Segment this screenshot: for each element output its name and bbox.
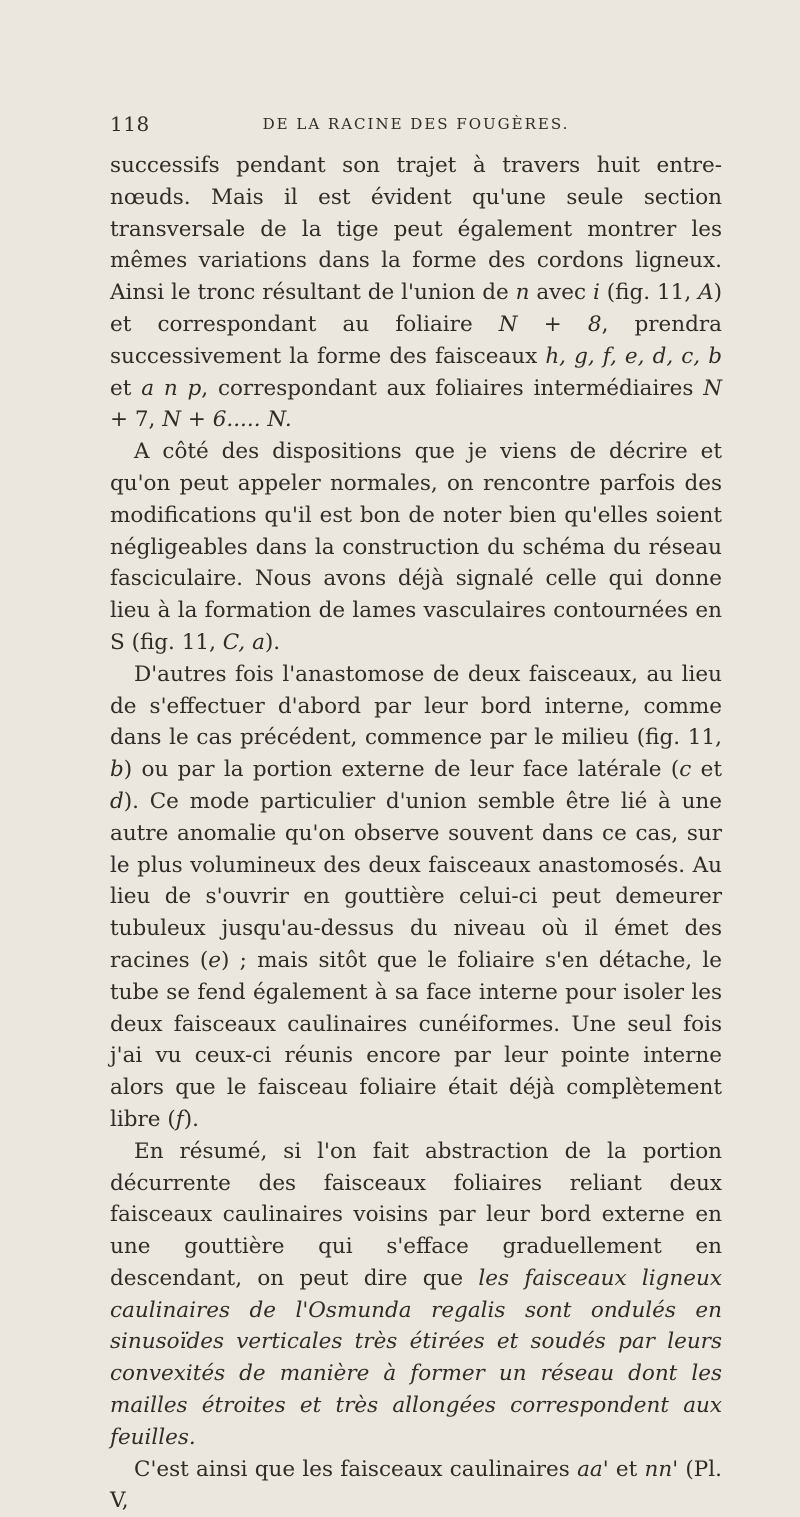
- page-number: 118: [110, 112, 150, 136]
- text-run: +: [517, 311, 588, 337]
- text-run: successifs pendant son trajet à travers huit entre-nœuds. Mais il est évident qu'une seule section transversale de la tige peut également montrer les mêmes variations dans la forme des cordons ligneux. Ainsi le tronc résultant de l'union de: [110, 153, 722, 306]
- body-text: [110, 150, 722, 1517]
- italic-text: c: [679, 757, 692, 783]
- italic-text: N: [703, 375, 722, 401]
- text-run: En résumé, si l'on fait abstraction de la portion décurrente des faisceaux foliaires reliant deux faisceaux caulinaires voisins par leur bord externe en une gouttière qui s'efface graduellement en descendant, on peut dire que: [110, 1138, 722, 1291]
- text-run: A côté des dispositions que je viens de décrire et qu'on peut appeler normales, on rencontre parfois des modifications qu'il est bon de noter bien qu'elles soient négligeables dans la construction du schéma du réseau fasciculaire. Nous avons déjà signalé celle qui donne lieu à la formation de lames vasculaires contournées en S (fig. 11,: [110, 439, 722, 655]
- text-run: +: [181, 407, 213, 433]
- text-run: ).: [264, 629, 281, 655]
- paragraph: [110, 436, 722, 659]
- italic-text: 8: [587, 311, 602, 337]
- text-run: avec: [529, 280, 593, 306]
- text-run: (fig. 11,: [599, 280, 699, 306]
- italic-text: nn': [644, 1456, 679, 1482]
- italic-text: n: [515, 280, 530, 306]
- italic-text: d: [110, 788, 124, 814]
- text-run: et: [110, 375, 142, 401]
- italic-text: i: [592, 280, 600, 306]
- text-run: ).: [183, 1106, 199, 1132]
- text-run: , correspondant aux foliaires intermédiaires: [201, 375, 704, 401]
- italic-text: les faisceaux ligneux caulinaires de l'Osmunda regalis sont ondulés en sinusoïdes verticales très étirées et soudés par leurs convexités de manière à former un réseau dont les mailles étroites et très allongées correspondent aux feuilles.: [110, 1265, 722, 1450]
- italic-text: b: [110, 757, 124, 783]
- italic-text: e: [208, 947, 221, 973]
- italic-text: h, g, f, e, d, c, b: [545, 343, 722, 369]
- italic-text: N: [498, 311, 518, 337]
- italic-text: A: [698, 280, 714, 306]
- italic-text: f: [175, 1106, 184, 1132]
- text-run: D'autres fois l'anastomose de deux faisceaux, au lieu de s'effectuer d'abord par leur bord interne, comme dans le cas précédent, commence par le milieu (fig. 11,: [110, 661, 722, 751]
- text-run: ) ; mais sitôt que le foliaire s'en détache, le tube se fend également à sa face interne pour isoler les deux faisceaux caulinaires cunéiformes. Une seul fois j'ai vu ceux-ci réunis encore par leur pointe interne alors que le faisceau foliaire était déjà complètement libre (: [110, 947, 722, 1132]
- italic-text: aa': [577, 1456, 609, 1482]
- text-run: (Pl. V,: [110, 1456, 722, 1514]
- text-run: , prendra successivement la forme des faisceaux: [110, 311, 722, 369]
- text-run: ). Ce mode particulier d'union semble être lié à une autre anomalie qu'on observe souvent dans ce cas, sur le plus volumineux des deux faisceaux anastomosés. Au lieu de s'ouvrir en gouttière celui-ci peut demeurer tubuleux jusqu'au-dessus du niveau où il émet des racines (: [110, 788, 722, 973]
- text-run: + 7,: [110, 407, 163, 433]
- paragraph: [110, 659, 722, 1136]
- text-run: et: [608, 1456, 645, 1482]
- paragraph: [110, 1454, 722, 1517]
- paragraph: [110, 150, 722, 436]
- text-run: et: [691, 757, 722, 783]
- text-run: C'est ainsi que les faisceaux caulinaires: [134, 1456, 578, 1482]
- italic-text: a n p: [141, 375, 202, 401]
- italic-text: C, a: [222, 629, 265, 655]
- text-run: ) ou par la portion externe de leur face latérale (: [123, 757, 680, 783]
- italic-text: N: [162, 407, 182, 433]
- text-run: ) et correspondant au foliaire: [110, 280, 722, 337]
- page-header: [110, 112, 722, 142]
- paragraph: [110, 1136, 722, 1454]
- italic-text: 6..... N.: [212, 407, 292, 433]
- running-title: DE LA RACINE DES FOUGÈRES.: [262, 115, 570, 133]
